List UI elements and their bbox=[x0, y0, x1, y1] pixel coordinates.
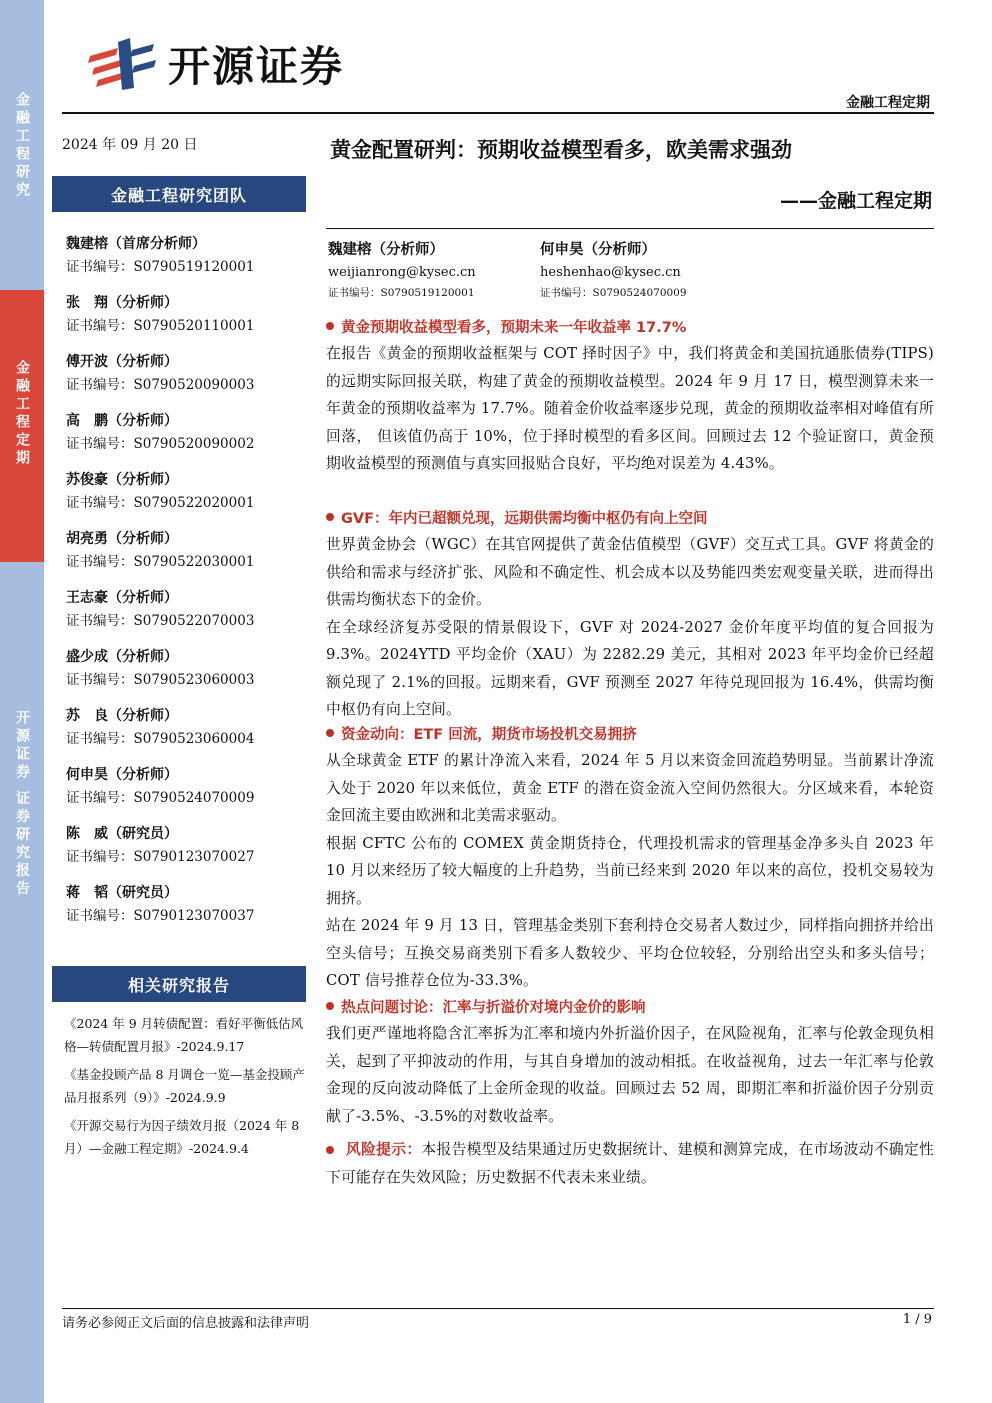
strip-segment-bottom bbox=[0, 562, 44, 1403]
header-divider bbox=[62, 112, 934, 114]
member-cert: 证书编号：S0790522070003 bbox=[66, 613, 255, 629]
section-paragraph: 根据 CFTC 公布的 COMEX 黄金期货持仓，代理投机需求的管理基金净多头自 2023 年 10 月以来经历了较大幅度的上升趋势，当前已经来到 2020 年以来的高位，投机交易较为拥挤。 bbox=[326, 834, 934, 907]
related-report-link[interactable]: 《2024 年 9 月转债配置：看好平衡低估风格—转债配置月报》-2024.9.17 bbox=[64, 1016, 304, 1054]
bullet-icon bbox=[326, 729, 334, 737]
member-cert: 证书编号：S0790123070037 bbox=[66, 908, 255, 924]
member-cert: 证书编号：S0790520110001 bbox=[66, 318, 255, 334]
member-name: 傅开波（分析师） bbox=[66, 354, 178, 370]
related-report-link[interactable]: 《开源交易行为因子绩效月报（2024 年 8 月）—金融工程定期》-2024.9.4 bbox=[64, 1118, 300, 1156]
author-block bbox=[540, 238, 687, 302]
section-paragraph: 我们更严谨地将隐含汇率拆为汇率和境内外折溢价因子，在风险视角，汇率与伦敦金现负相关，起到了平抑波动的作用，与其自身增加的波动相抵。在收益视角，过去一年汇率与伦敦金现的反向波动降低了上金所金现的收益。回顾过去 52 周，即期汇率和折溢价因子分别贡献了-3.5%、-3.5%的对数收益率。 bbox=[326, 1025, 934, 1125]
member-name: 张 翔（分析师） bbox=[66, 295, 178, 311]
team-member bbox=[66, 881, 306, 940]
section-heading bbox=[326, 503, 934, 531]
strip-segment-top bbox=[0, 0, 44, 290]
member-name: 高 鹏（分析师） bbox=[66, 413, 178, 429]
section-heading bbox=[326, 992, 934, 1020]
author-block bbox=[328, 238, 476, 302]
risk-paragraph bbox=[326, 1136, 934, 1191]
report-date: 2024 年 09 月 20 日 bbox=[62, 137, 198, 153]
section-risk bbox=[326, 1136, 934, 1191]
team-member bbox=[66, 527, 306, 586]
member-cert: 证书编号：S0790522020001 bbox=[66, 495, 255, 511]
team-member bbox=[66, 409, 306, 468]
team-member bbox=[66, 232, 306, 291]
title-divider bbox=[326, 228, 934, 229]
section-paragraph: 世界黄金协会（WGC）在其官网提供了黄金估值模型（GVF）交互式工具。GVF 将黄金的供给和需求与经济扩张、风险和不确定性、机会成本以及势能四类宏观变量关联，进而得出供需均衡状态下的金价。 bbox=[326, 536, 934, 608]
author-name: 魏建榕（分析师） bbox=[328, 242, 444, 258]
member-cert: 证书编号：S0790520090002 bbox=[66, 436, 255, 452]
team-member bbox=[66, 350, 306, 409]
footer-divider bbox=[62, 1308, 934, 1309]
section-paragraph: 在报告《黄金的预期收益框架与 COT 择时因子》中，我们将黄金和美国抗通胀债券(TIPS)的远期实际回报关联，构建了黄金的预期收益模型。2024 年 9 月 17 日，模型测算未来一年黄金的预期收益率为 17.7%。随着金价收益率逐步兑现，黄金的预期收益率相对峰值有所回落， 但该值仍高于 10%，位于择时模型的看多区间。回顾过去 12 个验证窗口，黄金预期收益模型的预测值与真实回报贴合良好，平均绝对误差为 4.43%。 bbox=[326, 345, 934, 472]
team-member bbox=[66, 763, 306, 822]
side-strip bbox=[0, 0, 44, 1403]
section-paragraph: 站在 2024 年 9 月 13 日，管理基金类别下套利持仓交易者人数过少，同样指向拥挤并给出空头信号；互换交易商类别下看多人数较少、平均仓位较轻，分别给出空头和多头信号；COT 信号推荐仓位为-33.3%。 bbox=[326, 917, 934, 989]
risk-text: 本报告模型及结果通过历史数据统计、建模和测算完成，在市场波动不确定性下可能存在失效风险；历史数据不代表未来业绩。 bbox=[326, 1141, 935, 1186]
related-reports-list bbox=[64, 1012, 314, 1165]
related-box-title: 相关研究报告 bbox=[52, 966, 306, 1002]
member-name: 苏 良（分析师） bbox=[66, 708, 178, 724]
bullet-icon bbox=[326, 1146, 334, 1154]
brand-name: 开源证券 bbox=[168, 42, 345, 91]
member-cert: 证书编号：S0790523060004 bbox=[66, 731, 255, 747]
team-member bbox=[66, 586, 306, 645]
bullet-icon bbox=[326, 513, 334, 521]
member-cert: 证书编号：S0790123070027 bbox=[66, 849, 255, 865]
member-name: 王志豪（分析师） bbox=[66, 590, 178, 606]
risk-label: 风险提示： bbox=[346, 1141, 422, 1158]
section-hot-topic bbox=[326, 992, 934, 1130]
member-cert: 证书编号：S0790522030001 bbox=[66, 554, 255, 570]
member-name: 陈 威（研究员） bbox=[66, 826, 178, 842]
header-category: 金融工程定期 bbox=[846, 95, 930, 111]
report-subtitle: ——金融工程定期 bbox=[779, 190, 932, 212]
team-box-title: 金融工程研究团队 bbox=[52, 176, 306, 212]
section-heading-text: 热点问题讨论：汇率与折溢价对境内金价的影响 bbox=[341, 999, 646, 1016]
section-paragraph: 在全球经济复苏受限的情景假设下，GVF 对 2024-2027 金价年度平均值的复合回报为 9.3%。2024YTD 平均金价（XAU）为 2282.29 美元，其相对 2023 年平均金价已经超额兑现了 2.1%的回报。远期来看，GVF 预测至 2027 年待兑现回报为 16.4%，供需均衡中枢仍有向上空间。 bbox=[326, 618, 934, 718]
author-email[interactable]: heshenhao@kysec.cn bbox=[540, 265, 681, 280]
kysec-logo-icon bbox=[88, 38, 158, 90]
section-heading-text: 黄金预期收益模型看多，预期未来一年收益率 17.7% bbox=[341, 319, 687, 336]
bullet-icon bbox=[326, 1002, 334, 1010]
member-name: 苏俊豪（分析师） bbox=[66, 472, 178, 488]
member-name: 魏建榕（首席分析师） bbox=[66, 236, 206, 252]
team-member bbox=[66, 291, 306, 350]
section-expected-return bbox=[326, 312, 934, 478]
team-member bbox=[66, 468, 306, 527]
bullet-icon bbox=[326, 322, 334, 330]
member-cert: 证书编号：S0790523060003 bbox=[66, 672, 255, 688]
team-member bbox=[66, 645, 306, 704]
member-name: 蒋 韬（研究员） bbox=[66, 885, 178, 901]
section-heading-text: 资金动向：ETF 回流，期货市场投机交易拥挤 bbox=[341, 726, 637, 743]
member-cert: 证书编号：S0790519120001 bbox=[66, 259, 255, 275]
author-cert: 证书编号：S0790519120001 bbox=[328, 287, 475, 299]
section-fund-flows bbox=[326, 719, 934, 995]
author-name: 何申昊（分析师） bbox=[540, 242, 656, 258]
author-cert: 证书编号：S0790524070009 bbox=[540, 287, 687, 299]
section-gvf bbox=[326, 503, 934, 724]
member-name: 何申昊（分析师） bbox=[66, 767, 178, 783]
page-number: 1 / 9 bbox=[902, 1312, 932, 1327]
member-cert: 证书编号：S0790524070009 bbox=[66, 790, 255, 806]
section-heading-text: GVF：年内已超额兑现，远期供需均衡中枢仍有向上空间 bbox=[341, 510, 708, 527]
strip-label-top: 金融工程研究 bbox=[14, 92, 30, 200]
strip-segment-mid bbox=[0, 290, 44, 562]
report-title: 黄金配置研判：预期收益模型看多，欧美需求强劲 bbox=[330, 138, 792, 162]
strip-label-mid: 金融工程定期 bbox=[14, 360, 30, 468]
footer-disclaimer: 请务必参阅正文后面的信息披露和法律声明 bbox=[62, 1316, 310, 1331]
section-paragraph: 从全球黄金 ETF 的累计净流入来看，2024 年 5 月以来资金回流趋势明显。当前累计净流入处于 2020 年以来低位，黄金 ETF 的潜在资金流入空间仍然很大。分区域来看，本轮资金回流主要由欧洲和北美需求驱动。 bbox=[326, 752, 934, 824]
related-report-link[interactable]: 《基金投顾产品 8 月调仓一览—基金投顾产品月报系列（9）》-2024.9.9 bbox=[64, 1067, 305, 1105]
member-cert: 证书编号：S0790520090003 bbox=[66, 377, 255, 393]
team-list bbox=[66, 232, 306, 940]
team-member bbox=[66, 704, 306, 763]
member-name: 胡亮勇（分析师） bbox=[66, 531, 178, 547]
member-name: 盛少成（分析师） bbox=[66, 649, 178, 665]
brand-logo bbox=[88, 34, 344, 94]
strip-label-bottom: 开源证券 证券研究报告 bbox=[14, 710, 30, 899]
section-heading bbox=[326, 312, 934, 340]
team-member bbox=[66, 822, 306, 881]
author-email[interactable]: weijianrong@kysec.cn bbox=[328, 265, 476, 280]
section-heading bbox=[326, 719, 934, 747]
